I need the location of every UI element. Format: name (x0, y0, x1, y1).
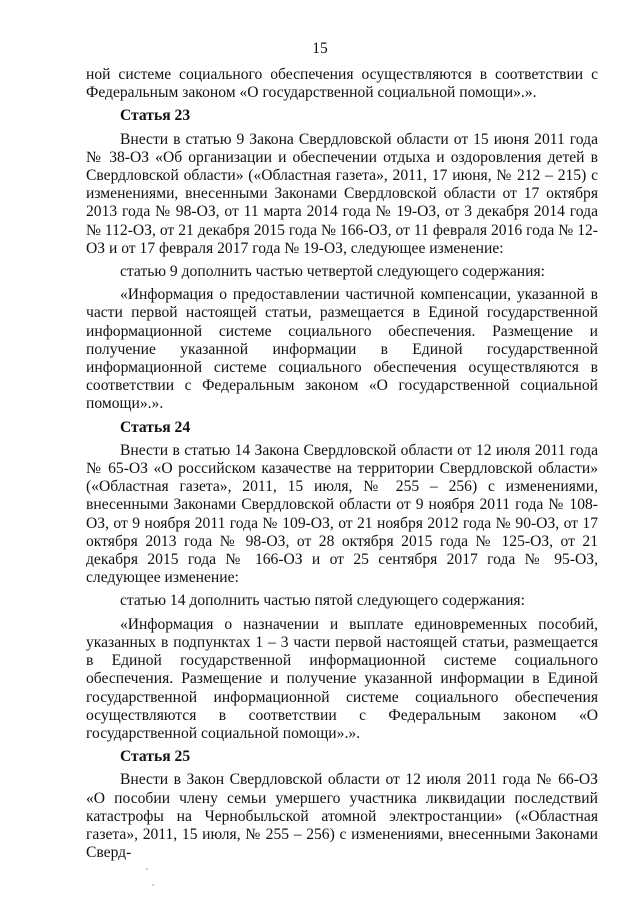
article-23-quote: «Информация о предоставлении частичной компенсации, указанной в части первой настоящей статьи, размещается в Единой государственной информационной системе социального обеспечения. Размещение и получение указанной информации в Единой государственной информационной системе социального обеспечения осуществляются в соответствии с Федеральным законом «О государственной социальной помощи».». (86, 286, 598, 413)
continuation-paragraph: ной системе социального обеспечения осуществляются в соответствии с Федеральным законом «О государственной социальной помощи».». (86, 66, 598, 102)
scan-speck (152, 884, 154, 886)
article-23-intro: Внести в статью 9 Закона Свердловской области от 15 июня 2011 года № 38-ОЗ «Об организации и обеспечении отдыха и оздоровления детей в Свердловской области» («Областная газета», 2011, 17 июня, № 212 – 215) с изменениями, внесенными Законами Свердловской области от 17 октября 2013 года № 98-ОЗ, от 11 марта 2014 года № 19-ОЗ, от 3 декабря 2014 года № 112-ОЗ, от 21 декабря 2015 года № 166-ОЗ, от 11 февраля 2016 года № 12-ОЗ и от 17 февраля 2017 года № 19-ОЗ, следующее изменение: (86, 130, 598, 257)
article-25-intro: Внести в Закон Свердловской области от 12 июля 2011 года № 66-ОЗ «О пособии члену семьи умершего участника ликвидации последствий катастрофы на Чернобыльской атомной электростанции» («Областная газета», 2011, 15 июля, № 255 – 256) с изменениями, внесенными Законами Сверд- (86, 771, 598, 862)
document-body (86, 66, 598, 862)
scan-speck (146, 868, 148, 870)
article-24-heading: Статья 24 (120, 418, 191, 436)
article-23-heading: Статья 23 (120, 107, 191, 125)
article-25-heading: Статья 25 (120, 748, 191, 766)
article-24-intro: Внести в статью 14 Закона Свердловской области от 12 июля 2011 года № 65-ОЗ «О российском казачестве на территории Свердловской области» («Областная газета», 2011, 15 июля, № 255 – 256) с изменениями, внесенными Законами Свердловской области от 9 ноября 2011 года № 108-ОЗ, от 9 ноября 2011 года № 109-ОЗ, от 21 ноября 2012 года № 90-ОЗ, от 17 октября 2013 года № 98-ОЗ, от 28 октября 2015 года № 125-ОЗ, от 21 декабря 2015 года № 166-ОЗ и от 25 сентября 2017 года № 95-ОЗ, следующее изменение: (86, 441, 598, 587)
page-number: 15 (312, 40, 328, 57)
article-24-quote: «Информация о назначении и выплате единовременных пособий, указанных в подпунктах 1 – 3 части первой настоящей статьи, размещается в Единой государственной информационной системе социального обеспечения. Размещение и получение указанной информации в Единой государственной информационной системе социального обеспечения осуществляются в соответствии с Федеральным законом «О государственной социальной помощи».». (86, 615, 598, 742)
article-23-instruction: статью 9 дополнить частью четвертой следующего содержания: (120, 263, 545, 281)
article-24-instruction: статью 14 дополнить частью пятой следующего содержания: (120, 592, 525, 610)
